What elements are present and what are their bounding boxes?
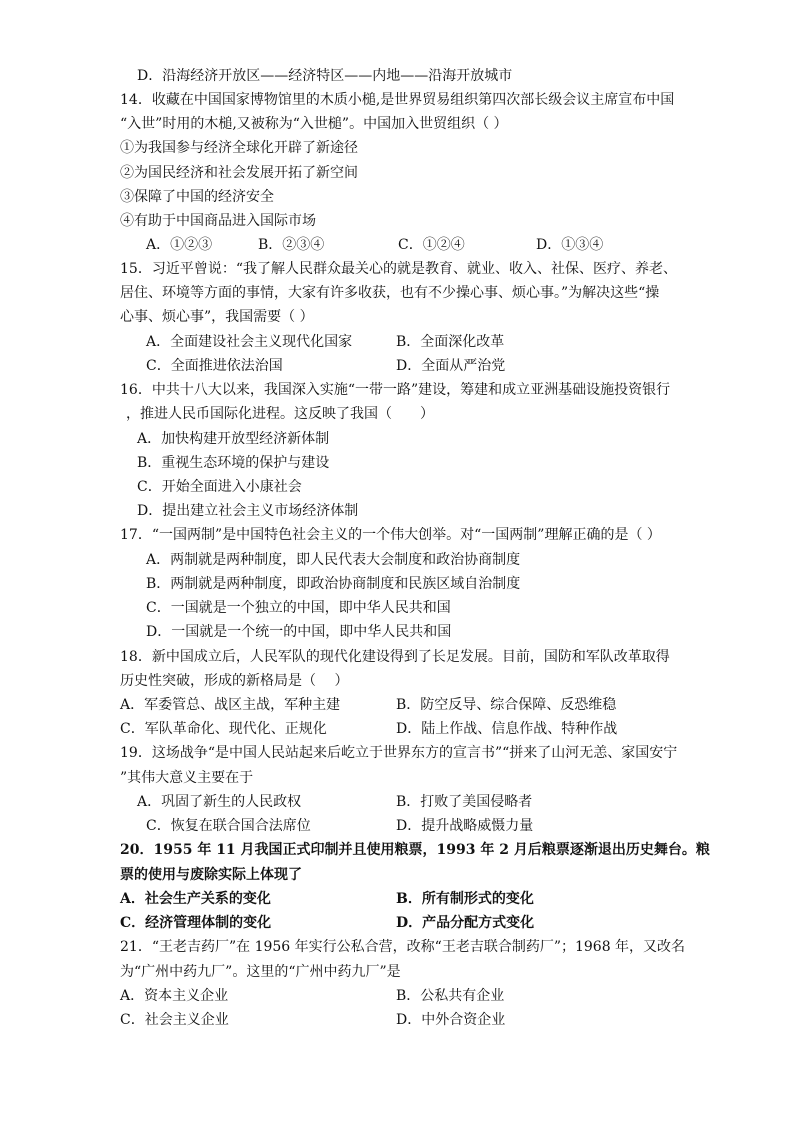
q20-option-b: B．所有制形式的变化 [396,891,534,907]
q20-option-d: D．产品分配方式变化 [396,915,535,931]
q14-item-3: ③保障了中国的经济安全 [120,189,274,205]
q16-stem-line1: 16．中共十八大以来，我国深入实施“一带一路”建设，筹建和成立亚洲基础设施投资银行 [120,382,671,398]
q19-option-b: B．打败了美国侵略者 [396,794,533,810]
q16-option-c: C．开始全面进入小康社会 [137,479,302,495]
q19-option-c: C．恢复在联合国合法席位 [146,818,311,834]
q21-option-a: A．资本主义企业 [120,988,229,1004]
q14-item-1: ①为我国参与经济全球化开辟了新途径 [120,140,358,156]
q21-option-d: D．中外合资企业 [396,1012,506,1028]
q14-option-d: D．①③④ [536,237,604,253]
q13-option-d: D．沿海经济开放区——经济特区——内地——沿海开放城市 [137,68,513,84]
q15-option-c: C．全面推进依法治国 [146,358,283,374]
q15-stem-line2: 居住、环境等方面的事情，大家有许多收获，也有不少操心事、烦心事。”为解决这些“操 [120,285,660,301]
q21-stem-line2: 为“广州中药九厂”。这里的“广州中药九厂”是 [120,964,401,980]
q17-option-d: D．一国就是一个统一的中国，即中华人民共和国 [146,624,452,640]
q15-option-b: B．全面深化改革 [396,334,505,350]
q20-option-a: A．社会生产关系的变化 [120,891,271,907]
q14-option-b: B．②③④ [258,237,325,253]
q21-option-c: C．社会主义企业 [120,1012,229,1028]
q19-stem-line1: 19．这场战争“是中国人民站起来后屹立于世界东方的宣言书”“拼来了山河无恙、家国安宁 [120,745,678,761]
q15-option-a: A．全面建设社会主义现代化国家 [146,334,353,350]
q16-stem-line2: ，推进人民币国际化进程。这反映了我国（ ） [126,406,434,422]
q14-item-2: ②为国民经济和社会发展开拓了新空间 [120,165,358,181]
q14-stem-line1: 14．收藏在中国国家博物馆里的木质小槌,是世界贸易组织第四次部长级会议主席宣布中国 [120,92,675,108]
q15-stem-line1: 15．习近平曾说：“我了解人民群众最关心的就是教育、就业、收入、社保、医疗、养老、 [120,261,677,277]
q16-option-d: D．提出建立社会主义市场经济体制 [137,503,359,519]
q18-stem-line2: 历史性突破，形成的新格局是（ ） [120,673,349,689]
q14-option-a: A．①②③ [146,237,213,253]
q16-option-a: A．加快构建开放型经济新体制 [137,431,330,447]
q14-item-4: ④有助于中国商品进入国际市场 [120,213,316,229]
q18-option-a: A．军委管总、战区主战，军种主建 [120,697,341,713]
q14-option-c: C．①②④ [398,237,465,253]
q21-stem-line1: 21．“王老吉药厂”在 1956 年实行公私合营，改称“王老吉联合制药厂”；1968 年，又改名 [120,939,686,955]
q18-option-c: C．军队革命化、现代化、正规化 [120,721,327,737]
q20-stem-line2: 票的使用与废除实际上体现了 [120,867,302,883]
q20-stem-line1: 20．1955 年 11 月我国正式印制并且使用粮票，1993 年 2 月后粮票逐渐退出历史舞台。粮 [120,842,710,858]
q19-stem-line2: ”其伟大意义主要在于 [120,770,254,786]
q19-option-d: D．提升战略威慑力量 [396,818,534,834]
q18-stem-line1: 18．新中国成立后，人民军队的现代化建设得到了长足发展。目前，国防和军队改革取得 [120,649,670,665]
q19-option-a: A．巩固了新生的人民政权 [137,794,302,810]
q21-option-b: B．公私共有企业 [396,988,505,1004]
q15-stem-line3: 心事、烦心事”，我国需要（ ） [120,309,314,325]
q14-stem-line2: “入世”时用的木槌,又被称为“入世槌”。中国加入世贸组织（ ） [120,116,508,132]
q17-option-b: B．两制就是两种制度，即政治协商制度和民族区域自治制度 [146,576,521,592]
q20-option-c: C．经济管理体制的变化 [120,915,272,931]
q18-option-b: B．防空反导、综合保障、反恐维稳 [396,697,617,713]
q15-option-d: D．全面从严治党 [396,358,506,374]
q17-option-a: A．两制就是两种制度，即人民代表大会制度和政治协商制度 [146,552,521,568]
q16-option-b: B．重视生态环境的保护与建设 [137,455,330,471]
q17-stem-line1: 17．“一国两制”是中国特色社会主义的一个伟大创举。对“一国两制”理解正确的是（ ） [120,527,661,543]
q18-option-d: D．陆上作战、信息作战、特种作战 [396,721,618,737]
q17-option-c: C．一国就是一个独立的中国，即中华人民共和国 [146,600,451,616]
